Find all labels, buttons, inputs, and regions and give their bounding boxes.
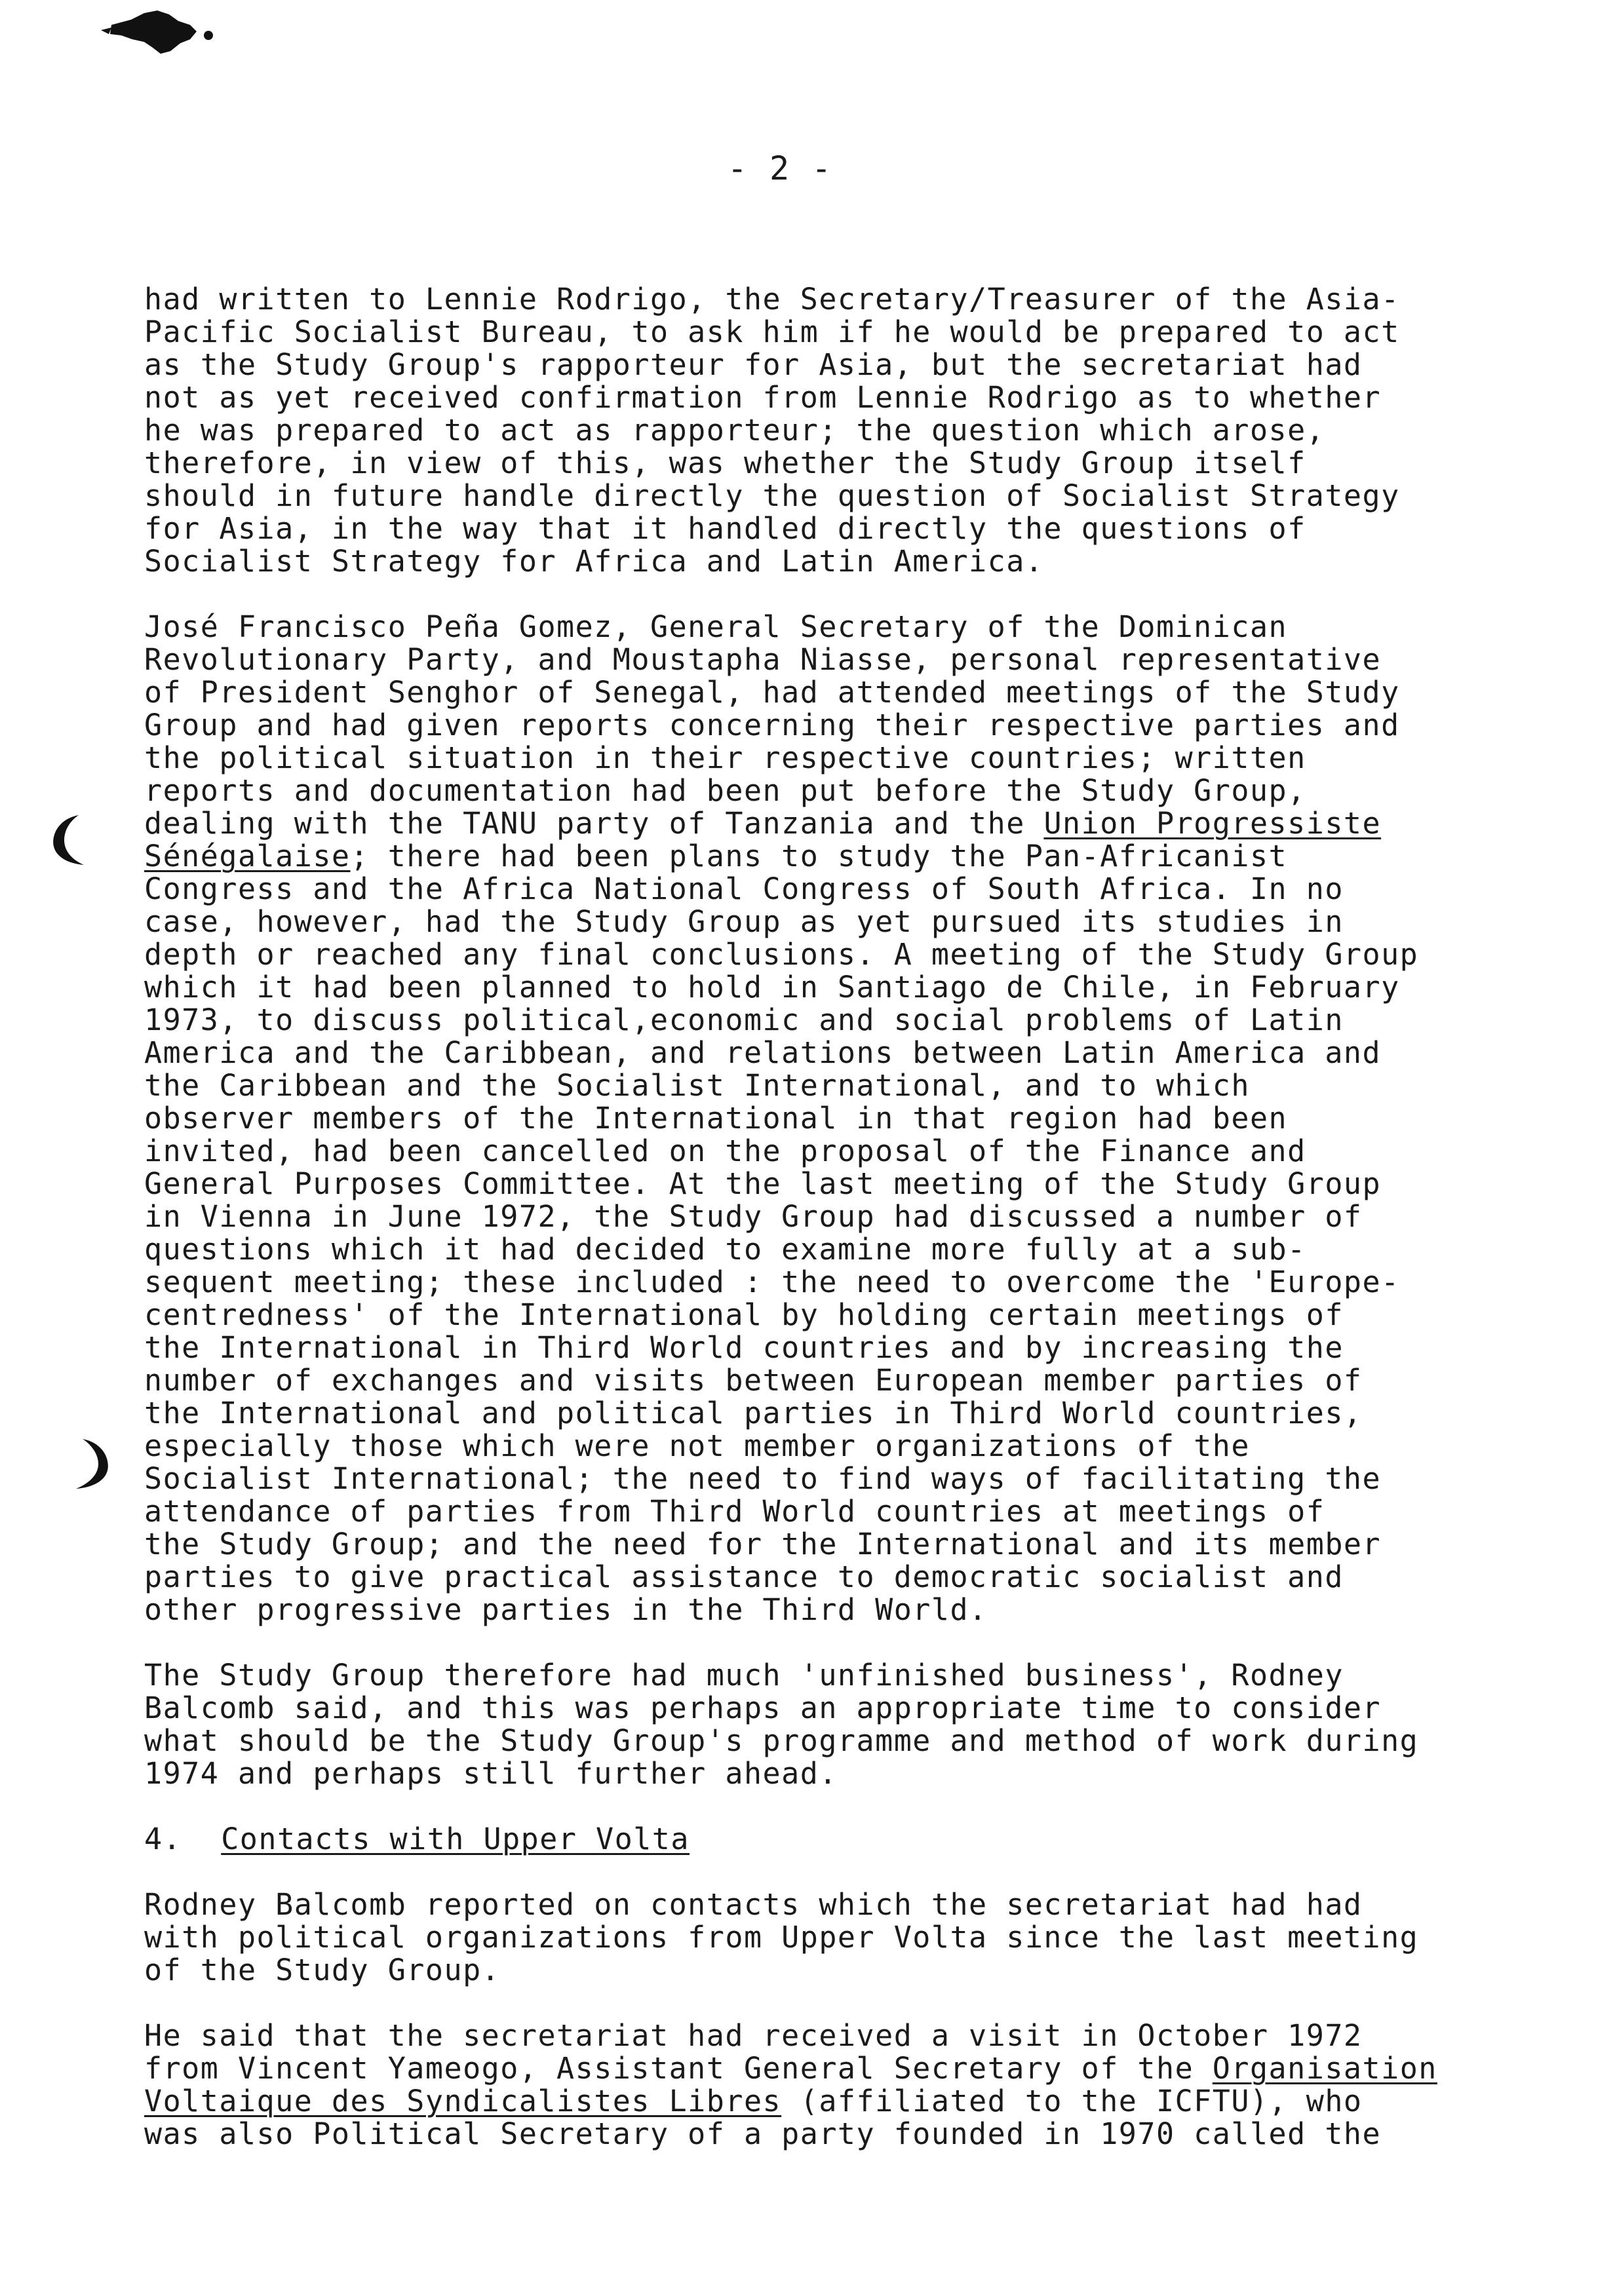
text-line: America and the Caribbean, and relations between Latin America and [144,1035,1382,1070]
text-line: the Caribbean and the Socialist International, and to which [144,1068,1250,1103]
text-line: Pacific Socialist Bureau, to ask him if he would be prepared to act [144,315,1400,349]
text-line: questions which it had decided to examine more fully at a sub- [144,1232,1306,1267]
text-line: should in future handle directly the question of Socialist Strategy [144,478,1400,513]
text-line: other progressive parties in the Third World. [144,1592,988,1627]
text-line: reports and documentation had been put before the Study Group, [144,773,1306,808]
text-line: with political organizations from Upper Volta since the last meeting [144,1920,1419,1955]
text-line: therefore, in view of this, was whether the Study Group itself [144,446,1306,480]
text-line [144,2085,1540,2118]
text-line: depth or reached any final conclusions. A meeting of the Study Group [144,937,1419,972]
text-line: attendance of parties from Third World countries at meetings of [144,1494,1325,1529]
text-line: Socialist International; the need to find ways of facilitating the [144,1461,1382,1496]
underlined-party-name: Union Progressiste [1043,806,1382,841]
text-line: the International and political parties in Third World countries, [144,1396,1363,1430]
underlined-organisation-name: Voltaique des Syndicalistes Libres [144,2084,782,2118]
text-line: in Vienna in June 1972, the Study Group had discussed a number of [144,1199,1363,1234]
text-line: the International in Third World countries and by increasing the [144,1330,1344,1365]
paragraph [144,1659,1540,1790]
text-line: was also Political Secretary of a party founded in 1970 called the [144,2116,1382,2151]
text-line: centredness' of the International by holding certain meetings of [144,1297,1344,1332]
text-line: of President Senghor of Senegal, had attended meetings of the Study [144,675,1400,710]
punch-hole-mark [71,1434,117,1493]
document-body [144,283,1540,2183]
underlined-party-name: Sénégalaise [144,839,351,873]
text-line: invited, had been cancelled on the proposal of the Finance and [144,1134,1306,1168]
paragraph [144,1888,1540,1987]
text-line: Socialist Strategy for Africa and Latin America. [144,544,1044,579]
text-fragment: (affiliated to the ICFTU), who [781,2084,1363,2118]
paragraph [144,611,1540,1626]
text-line: José Francisco Peña Gomez, General Secretary of the Dominican [144,609,1288,644]
page-number: - 2 - [727,149,833,187]
text-line: especially those which were not member organizations of the [144,1428,1250,1463]
text-line: Congress and the Africa National Congress of South Africa. In no [144,871,1344,906]
text-line: he was prepared to act as rapporteur; the question which arose, [144,413,1325,448]
text-line: Balcomb said, and this was perhaps an appropriate time to consider [144,1691,1382,1725]
text-fragment: ; there had been plans to study the Pan-Africanist [350,839,1288,873]
text-line: Revolutionary Party, and Moustapha Niasse, personal representative [144,642,1382,677]
text-line [144,807,1540,840]
text-line: not as yet received confirmation from Lennie Rodrigo as to whether [144,380,1382,415]
text-line: 1974 and perhaps still further ahead. [144,1756,838,1791]
text-line: observer members of the International in that region had been [144,1101,1288,1136]
text-line: The Study Group therefore had much 'unfinished business', Rodney [144,1658,1344,1693]
text-line: number of exchanges and visits between European member parties of [144,1363,1363,1398]
punch-hole-mark [45,810,90,869]
text-line: the Study Group; and the need for the International and its member [144,1527,1382,1561]
section-heading [144,1823,1540,1856]
text-line: as the Study Group's rapporteur for Asia, but the secretariat had [144,347,1363,382]
text-line [144,2052,1540,2085]
text-line: had written to Lennie Rodrigo, the Secretary/Treasurer of the Asia- [144,282,1400,316]
text-line [144,840,1540,873]
text-line: of the Study Group. [144,1953,501,1987]
text-line: General Purposes Committee. At the last meeting of the Study Group [144,1166,1382,1201]
text-line: sequent meeting; these included : the need to overcome the 'Europe- [144,1265,1400,1299]
underlined-organisation-name: Organisation [1212,2051,1437,2086]
text-line: case, however, had the Study Group as yet pursued its studies in [144,904,1344,939]
text-line: Group and had given reports concerning their respective parties and [144,708,1400,742]
paragraph [144,283,1540,578]
text-line: parties to give practical assistance to democratic socialist and [144,1559,1344,1594]
text-fragment: dealing with the TANU party of Tanzania and the [144,806,1044,841]
text-line: which it had been planned to hold in Santiago de Chile, in February [144,970,1400,1004]
section-title: Contacts with Upper Volta [221,1822,690,1856]
text-line: Rodney Balcomb reported on contacts which the secretariat had had [144,1887,1363,1922]
text-line: for Asia, in the way that it handled directly the questions of [144,511,1306,546]
text-line: He said that the secretariat had received a visit in October 1972 [144,2018,1363,2053]
ink-blot-mark [92,5,223,58]
text-fragment: from Vincent Yameogo, Assistant General Secretary of the [144,2051,1213,2086]
text-line: the political situation in their respective countries; written [144,740,1306,775]
paragraph [144,2019,1540,2151]
text-line: what should be the Study Group's programme and method of work during [144,1723,1419,1758]
section-number: 4. [144,1822,182,1856]
text-line: 1973, to discuss political,economic and social problems of Latin [144,1003,1344,1037]
